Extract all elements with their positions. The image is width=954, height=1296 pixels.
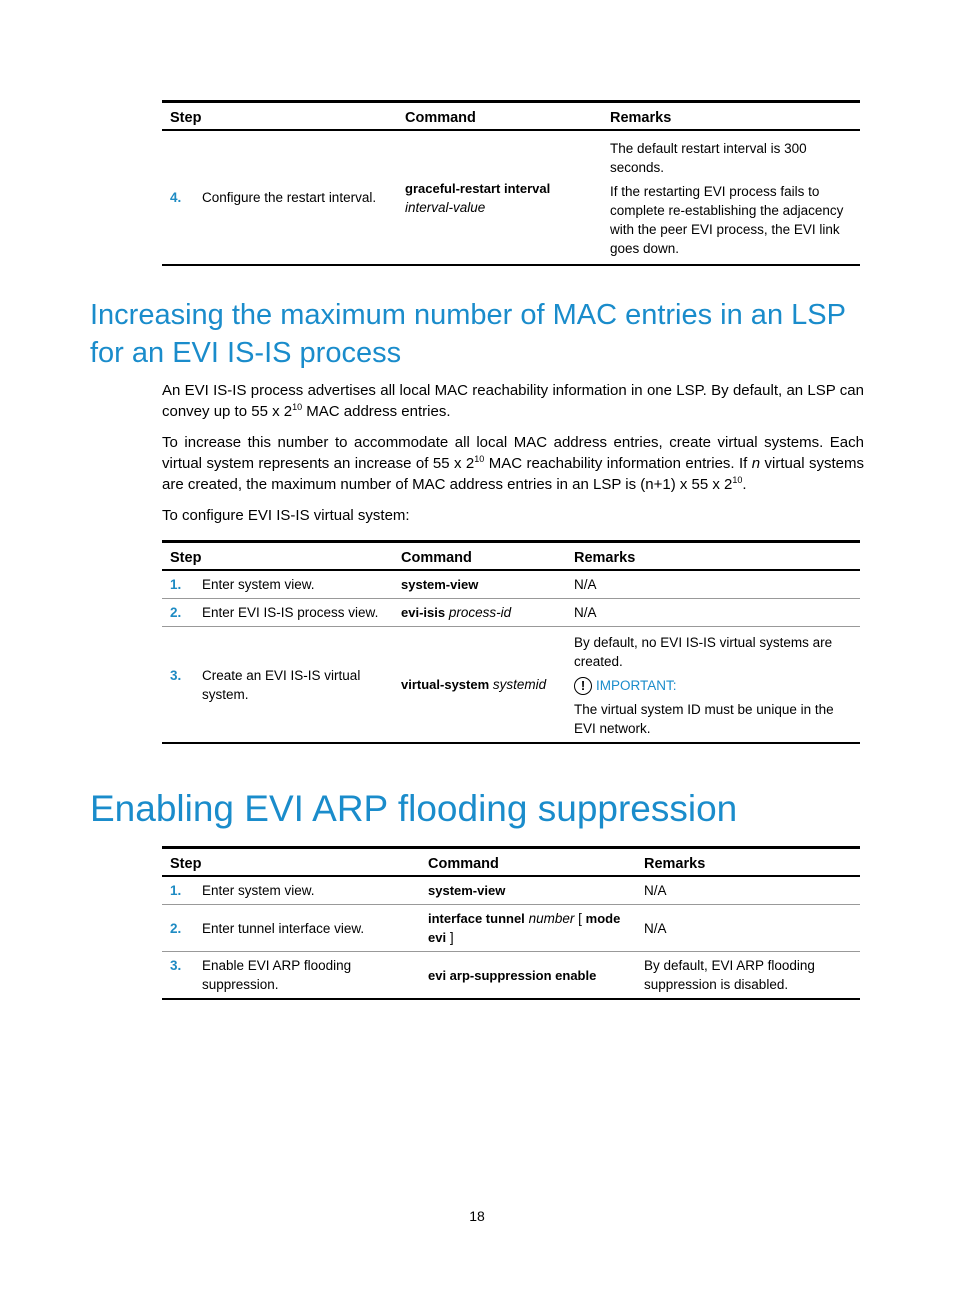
- step-cell: [162, 905, 420, 952]
- remarks-cell: N/A: [566, 570, 860, 599]
- step-text: Enter system view.: [202, 577, 315, 592]
- remark-text: If the restarting EVI process fails to complete re-establishing the adjacency with the peer EVI process, the EVI link goes down.: [610, 184, 844, 256]
- header-remarks: Remarks: [636, 848, 860, 877]
- remarks-cell: By default, EVI ARP flooding suppression is disabled.: [636, 952, 860, 1000]
- step-number: 3.: [170, 667, 182, 683]
- step-number: 2.: [170, 605, 182, 620]
- table-header-row: [162, 102, 860, 131]
- command-keyword: mode evi: [428, 911, 621, 945]
- page-number: 18: [469, 1208, 485, 1224]
- table-row: [162, 876, 860, 905]
- command-keyword: evi-isis: [401, 605, 446, 620]
- header-remarks: Remarks: [566, 542, 860, 571]
- paragraph-configure: To configure EVI IS-IS virtual system:: [162, 507, 410, 524]
- command-cell: [420, 905, 636, 952]
- table-row: [162, 952, 860, 1000]
- step-text: Enter EVI IS-IS process view.: [202, 605, 379, 620]
- arp-suppression-table: [162, 846, 860, 1000]
- command-keyword: virtual-system: [401, 677, 490, 692]
- command-cell: [420, 952, 636, 1000]
- remarks-cell: [566, 627, 860, 744]
- step-number: 1.: [170, 577, 182, 592]
- restart-interval-table: [162, 100, 860, 266]
- command-cell: [393, 599, 566, 627]
- step-number: 4.: [170, 190, 182, 205]
- text-run: .: [742, 476, 747, 493]
- header-command: Command: [397, 102, 602, 131]
- command-cell: [393, 627, 566, 744]
- command-keyword: system-view: [428, 883, 506, 898]
- table-header-row: [162, 848, 860, 877]
- remarks-cell: N/A: [636, 905, 860, 952]
- remark-text: The default restart interval is 300 seconds.: [610, 141, 807, 175]
- header-step: Step: [162, 848, 420, 877]
- step-text: Enable EVI ARP flooding suppression.: [202, 958, 352, 992]
- remarks-cell: [602, 130, 860, 265]
- superscript: 10: [292, 402, 303, 412]
- paragraph-intro: [162, 380, 864, 422]
- step-text: Enter system view.: [202, 883, 315, 898]
- important-text: The virtual system ID must be unique in the EVI network.: [574, 702, 834, 736]
- text-run: An EVI IS-IS process advertises all local MAC reachability information in one LSP. By default, an LSP can convey up to 55 x 2: [162, 382, 864, 420]
- exclamation-circle-icon: !: [574, 677, 592, 695]
- step-text: Configure the restart interval.: [202, 190, 377, 205]
- table-row: [162, 905, 860, 952]
- text-run: To increase this number to accommodate all local MAC address entries, create virtual systems. Each virtual system represents an increase of 55 x 2: [162, 434, 864, 472]
- remarks-cell: N/A: [566, 599, 860, 627]
- remark-text: By default, no EVI IS-IS virtual systems are created.: [574, 635, 833, 669]
- command-cell: [393, 570, 566, 599]
- command-argument: interval-value: [405, 199, 486, 215]
- important-note: [574, 676, 852, 695]
- table-row: [162, 130, 860, 265]
- header-step: Step: [162, 542, 393, 571]
- table-row: [162, 570, 860, 599]
- section-title-arp-suppression: Enabling EVI ARP flooding suppression: [90, 788, 738, 829]
- text-run: virtual systems are created, the maximum number of MAC address entries in an LSP is (n+1) x 55 x 2: [162, 455, 865, 493]
- command-argument: systemid: [492, 677, 547, 692]
- command-argument: process-id: [448, 605, 512, 620]
- header-command: Command: [393, 542, 566, 571]
- text-run: MAC reachability information entries. If: [484, 455, 752, 472]
- superscript: 10: [732, 475, 743, 485]
- step-cell: [162, 599, 393, 627]
- command-keyword: system-view: [401, 577, 479, 592]
- step-cell: [162, 627, 393, 744]
- text-run: MAC address entries.: [302, 403, 451, 420]
- important-label: IMPORTANT:: [596, 678, 677, 693]
- step-number: 3.: [170, 958, 182, 973]
- remarks-cell: N/A: [636, 876, 860, 905]
- step-cell: [162, 876, 420, 905]
- command-keyword: graceful-restart interval: [405, 180, 551, 196]
- command-cell: [420, 876, 636, 905]
- command-argument: number: [528, 911, 575, 926]
- section-title-mac-entries: Increasing the maximum number of MAC entries in an LSP for an EVI IS-IS process: [90, 299, 846, 369]
- step-number: 2.: [170, 920, 182, 936]
- header-step: Step: [162, 102, 397, 131]
- command-keyword: interface tunnel: [428, 911, 525, 926]
- step-text: Enter tunnel interface view.: [202, 920, 365, 936]
- step-cell: [162, 952, 420, 1000]
- superscript: 10: [474, 454, 485, 464]
- table-row: [162, 599, 860, 627]
- step-cell: [162, 570, 393, 599]
- step-number: 1.: [170, 883, 182, 898]
- table-header-row: [162, 542, 860, 571]
- command-keyword: evi arp-suppression enable: [428, 967, 597, 983]
- command-bracket: [: [578, 911, 582, 926]
- step-cell: [162, 130, 397, 265]
- header-command: Command: [420, 848, 636, 877]
- paragraph-virtual-systems: [162, 432, 864, 495]
- header-remarks: Remarks: [602, 102, 860, 131]
- command-cell: [397, 130, 602, 265]
- step-text: Create an EVI IS-IS virtual system.: [202, 667, 361, 702]
- table-row: [162, 627, 860, 744]
- italic-variable: n: [751, 455, 761, 472]
- command-bracket: ]: [449, 930, 454, 945]
- virtual-system-table: [162, 540, 860, 744]
